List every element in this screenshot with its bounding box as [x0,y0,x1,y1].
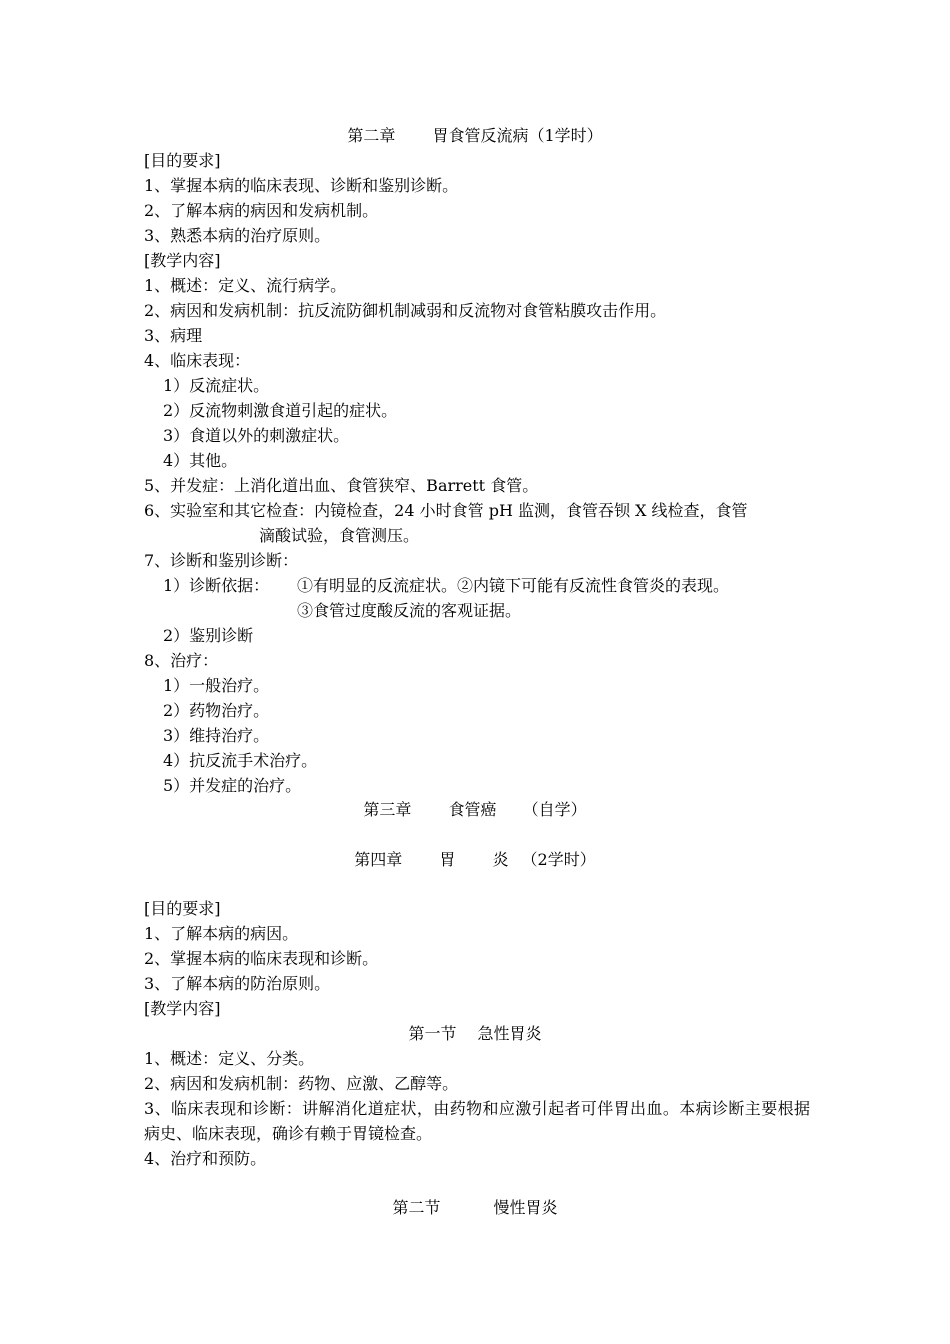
aims-header: [目的要求] [144,899,221,918]
content-item: 3、病理 [144,326,203,345]
content-header: [教学内容] [144,999,221,1018]
sub-item-label: 1）诊断依据： [163,576,270,595]
section-2-title: 第二节 慢性胃炎 [392,1198,558,1217]
content-item: 1、概述：定义、流行病学。 [144,276,347,295]
chapter-2-title: 第二章 胃食管反流病（1学时） [347,126,603,145]
sub-item: 2）药物治疗。 [163,701,270,720]
sub-item-text: ③食管过度酸反流的客观证据。 [297,601,522,620]
aim-item: 3、了解本病的防治原则。 [144,974,331,993]
sub-item: 3）食道以外的刺激症状。 [163,426,350,445]
aim-item: 1、掌握本病的临床表现、诊断和鉴别诊断。 [144,176,459,195]
aim-item: 3、熟悉本病的治疗原则。 [144,226,331,245]
sub-item: 2）鉴别诊断 [163,626,254,645]
sub-item: 2）反流物刺激食道引起的症状。 [163,401,398,420]
content-item: 4、临床表现： [144,351,251,370]
content-item: 4、治疗和预防。 [144,1149,267,1168]
content-item: 8、治疗： [144,651,219,670]
content-item: 5、并发症：上消化道出血、食管狭窄、Barrett 食管。 [144,476,539,495]
content-item: 1、概述：定义、分类。 [144,1049,315,1068]
chapter-3-title: 第三章 食管癌 （自学） [363,800,587,819]
sub-item: 4）抗反流手术治疗。 [163,751,318,770]
content-item: 2、病因和发病机制：抗反流防御机制减弱和反流物对食管粘膜攻击作用。 [144,301,667,320]
sub-item: 1）反流症状。 [163,376,270,395]
chapter-4-title: 第四章 胃 炎 （2学时） [354,850,596,869]
sub-item: 1）一般治疗。 [163,676,270,695]
section-1-title: 第一节 急性胃炎 [408,1024,542,1043]
aim-item: 2、了解本病的病因和发病机制。 [144,201,379,220]
content-item: 2、病因和发病机制：药物、应激、乙醇等。 [144,1074,459,1093]
sub-item-text: ①有明显的反流症状。②内镜下可能有反流性食管炎的表现。 [297,576,730,595]
content-item: 7、诊断和鉴别诊断： [144,551,299,570]
aims-header: [目的要求] [144,151,221,170]
content-item: 3、临床表现和诊断：讲解消化道症状，由药物和应激引起者可伴胃出血。本病诊断主要根据病史、临床表现，确诊有赖于胃镜检查。 [144,1099,810,1143]
aim-item: 2、掌握本病的临床表现和诊断。 [144,949,379,968]
sub-item: 3）维持治疗。 [163,726,270,745]
content-item: 6、实验室和其它检查：内镜检查，24 小时食管 pH 监测，食管吞钡 X 线检查，食管 [144,501,748,520]
content-header: [教学内容] [144,251,221,270]
sub-item: 5）并发症的治疗。 [163,776,302,795]
sub-item: 4）其他。 [163,451,238,470]
aim-item: 1、了解本病的病因。 [144,924,299,943]
content-item-continuation: 滴酸试验，食管测压。 [259,526,420,545]
